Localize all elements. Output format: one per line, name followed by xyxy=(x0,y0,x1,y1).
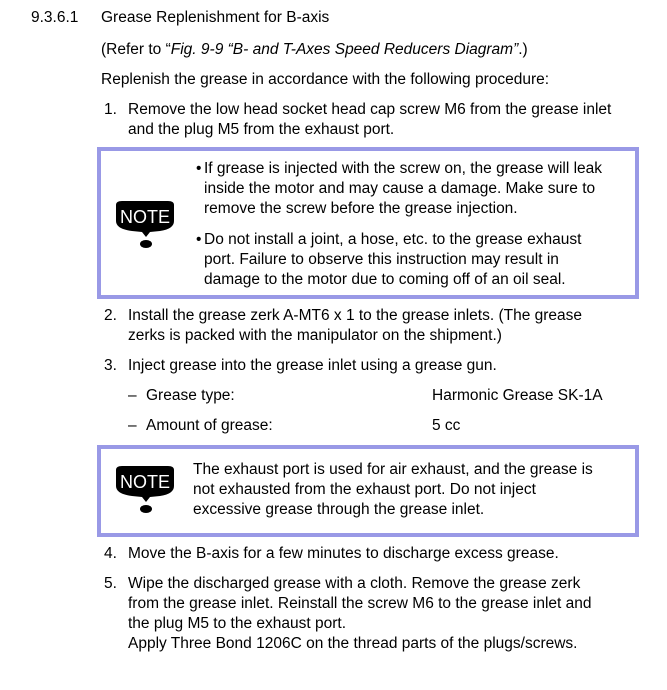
note-icon xyxy=(112,199,180,251)
step-number: 4. xyxy=(104,545,117,562)
step-text-line: and the plug M5 from the exhaust port. xyxy=(128,121,395,138)
step-text-line: Install the grease zerk A-MT6 x 1 to the grease inlets. (The grease xyxy=(128,307,583,324)
figure-reference xyxy=(101,40,528,60)
step-text-line: zerks is packed with the manipulator on the shipment.) xyxy=(128,327,502,344)
note-text-line: If grease is injected with the screw on, the grease will leak xyxy=(204,160,603,177)
section-title: Grease Replenishment for B-axis xyxy=(101,9,330,26)
note-icon xyxy=(112,464,180,516)
step-number: 3. xyxy=(104,357,117,374)
spec-dash: – xyxy=(128,417,137,434)
step-number: 5. xyxy=(104,575,117,592)
note-box xyxy=(97,445,639,537)
note-text-line: port. Failure to observe this instruction may result in xyxy=(204,251,559,268)
note-text-line: damage to the motor due to coming off of an oil seal. xyxy=(204,271,566,288)
note-icon-label: NOTE xyxy=(119,207,171,227)
section-number: 9.3.6.1 xyxy=(31,9,79,26)
step-text-line: Remove the low head socket head cap screw M6 from the grease inlet xyxy=(128,101,612,118)
spec-label: Amount of grease: xyxy=(146,417,273,434)
note-text-line: not exhausted from the exhaust port. Do not inject xyxy=(193,481,536,498)
reference-figure-link[interactable]: Fig. 9-9 “B- and T-Axes Speed Reducers Diagram” xyxy=(170,41,519,58)
step-text-line: Inject grease into the grease inlet using a grease gun. xyxy=(128,357,497,374)
spec-value: Harmonic Grease SK-1A xyxy=(432,387,603,404)
bullet-dot: • xyxy=(196,160,202,177)
step-number: 2. xyxy=(104,307,117,324)
intro-text: Replenish the grease in accordance with the following procedure: xyxy=(101,71,550,88)
reference-prefix: (Refer to “ xyxy=(101,41,171,58)
note-text-line: remove the screw before the grease injection. xyxy=(204,200,518,217)
note-text-line: excessive grease through the grease inlet. xyxy=(193,501,485,518)
step-text-line: the plug M5 to the exhaust port. xyxy=(128,615,346,632)
note-icon-label: NOTE xyxy=(119,472,171,492)
note-box xyxy=(97,147,639,299)
note-text-line: Do not install a joint, a hose, etc. to the grease exhaust xyxy=(204,231,582,248)
step-number: 1. xyxy=(104,101,117,118)
step-text-line: Apply Three Bond 1206C on the thread parts of the plugs/screws. xyxy=(128,635,578,652)
step-text-line: from the grease inlet. Reinstall the screw M6 to the grease inlet and xyxy=(128,595,592,612)
step-text-line: Wipe the discharged grease with a cloth. Remove the grease zerk xyxy=(128,575,581,592)
reference-suffix: .) xyxy=(518,41,528,58)
spec-dash: – xyxy=(128,387,137,404)
step-text-line: Move the B-axis for a few minutes to discharge excess grease. xyxy=(128,545,559,562)
note-text-line: inside the motor and may cause a damage. Make sure to xyxy=(204,180,596,197)
bullet-dot: • xyxy=(196,231,202,248)
spec-value: 5 cc xyxy=(432,417,461,434)
note-text-line: The exhaust port is used for air exhaust, and the grease is xyxy=(193,461,593,478)
spec-label: Grease type: xyxy=(146,387,235,404)
